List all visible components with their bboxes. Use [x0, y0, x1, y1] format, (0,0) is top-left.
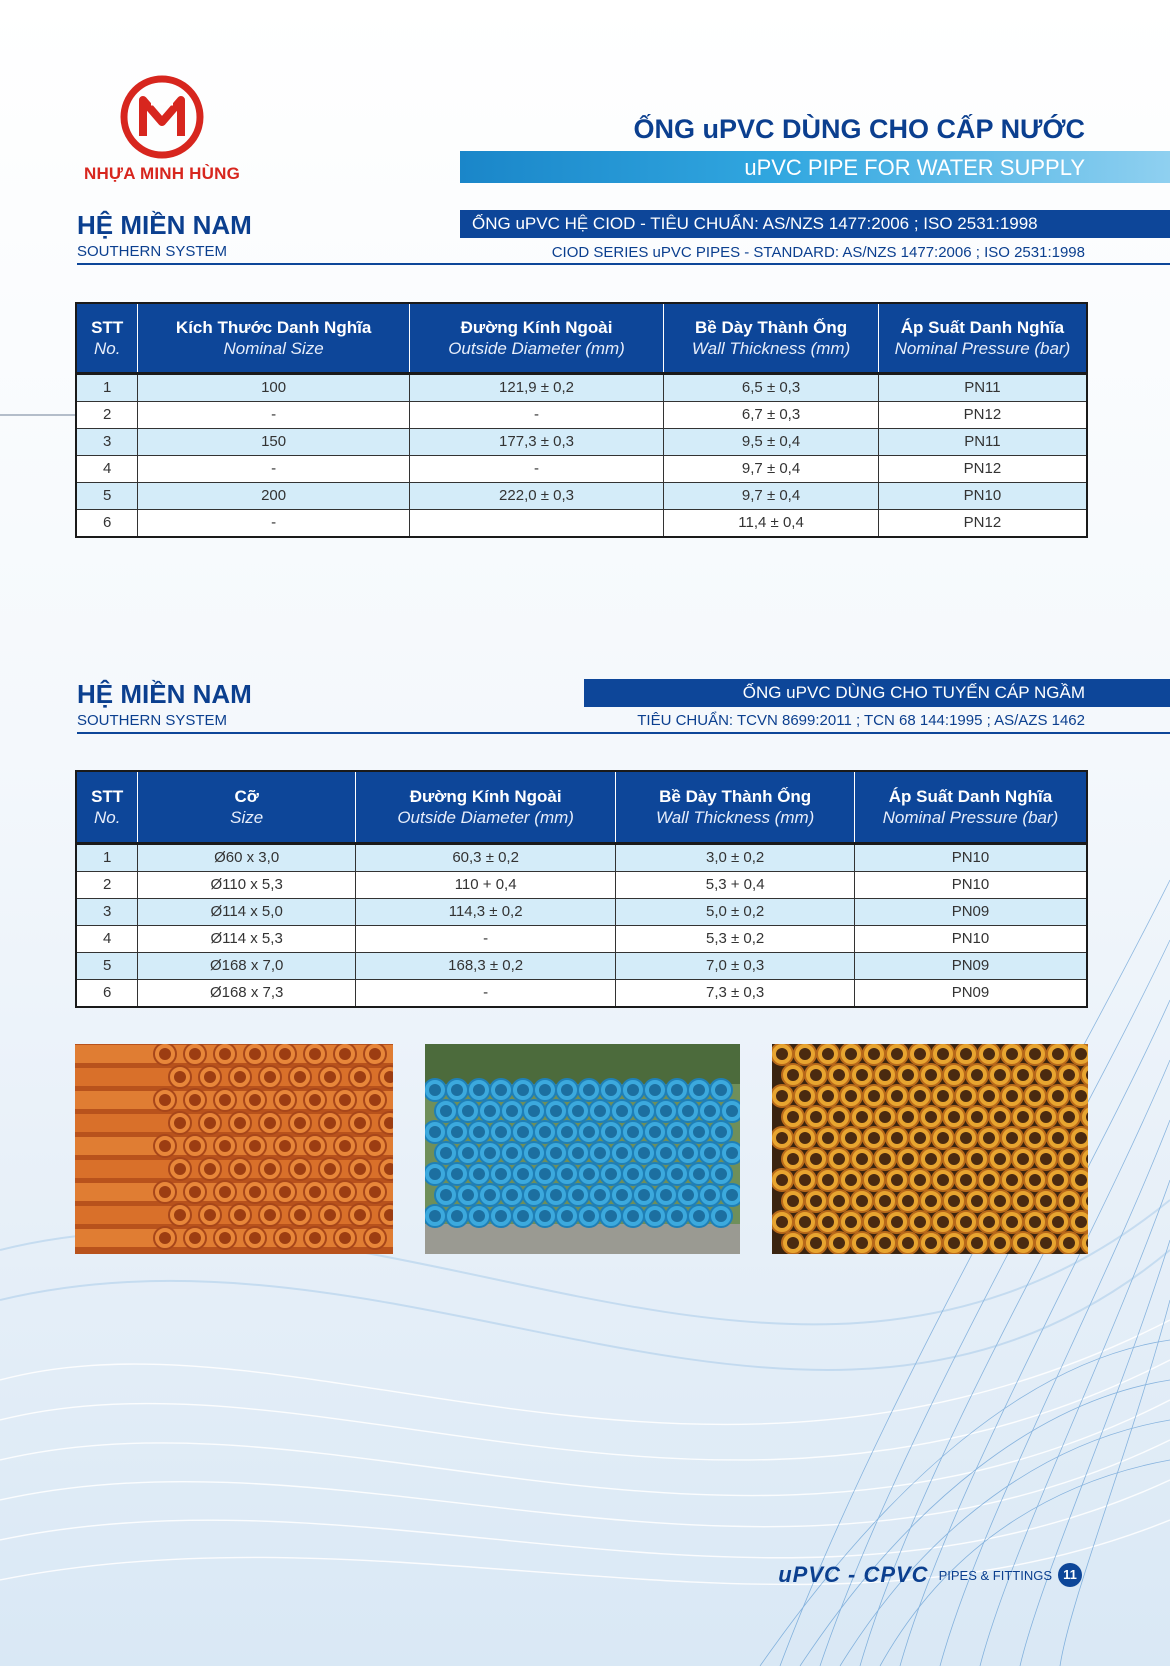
table-cell: 6: [76, 509, 138, 537]
section1-band: [460, 210, 1170, 238]
table-cell: PN09: [854, 979, 1087, 1007]
table-cell: 60,3 ± 0,2: [355, 843, 615, 871]
page-title: ỐNG uPVC DÙNG CHO CẤP NƯỚC: [633, 114, 1085, 144]
table-cell: 9,7 ± 0,4: [664, 482, 879, 509]
column-header: [355, 771, 615, 843]
table-cell: 5: [76, 482, 138, 509]
table-cell: -: [355, 925, 615, 952]
column-header-vi: Bề Dày Thành Ống: [659, 786, 812, 806]
table-cell: 9,5 ± 0,4: [664, 428, 879, 455]
table-cell: [409, 509, 663, 537]
table-cell: 5: [76, 952, 138, 979]
table-cell: 6: [76, 979, 138, 1007]
table-cell: 6,7 ± 0,3: [664, 401, 879, 428]
table-row: [76, 952, 1087, 979]
column-header: [616, 771, 855, 843]
table-cell: 9,7 ± 0,4: [664, 455, 879, 482]
table-row: [76, 898, 1087, 925]
cable-pipe-spec-table: [75, 770, 1088, 1008]
section1-title: HỆ MIỀN NAM: [77, 210, 252, 240]
column-header-en: Outside Diameter (mm): [397, 807, 574, 827]
table-row: [76, 482, 1087, 509]
table-cell: -: [409, 401, 663, 428]
column-header: [76, 303, 138, 373]
table-row: [76, 871, 1087, 898]
table-cell: 114,3 ± 0,2: [355, 898, 615, 925]
table-cell: 1: [76, 373, 138, 401]
table-cell: 4: [76, 455, 138, 482]
section2-rule: [77, 732, 1170, 734]
table-row: [76, 925, 1087, 952]
column-header-vi: STT: [91, 317, 124, 337]
company-logo: [74, 74, 250, 184]
ciod-spec-table: [75, 302, 1088, 538]
column-header: [409, 303, 663, 373]
section2-band-text: ỐNG uPVC DÙNG CHO TUYẾN CÁP NGẦM: [742, 683, 1085, 702]
table-row: [76, 455, 1087, 482]
column-header: [854, 771, 1087, 843]
column-header-vi: Cỡ: [234, 786, 259, 806]
table-cell: -: [409, 455, 663, 482]
column-header: [878, 303, 1087, 373]
table-cell: -: [138, 401, 409, 428]
section2-standard: TIÊU CHUẨN: TCVN 8699:2011 ; TCN 68 144:1995 ; AS/AZS 1462: [637, 712, 1085, 729]
column-header-en: No.: [93, 807, 121, 827]
table-cell: PN12: [878, 401, 1087, 428]
page-subtitle: uPVC PIPE FOR WATER SUPPLY: [744, 155, 1085, 180]
column-header-en: Wall Thickness (mm): [655, 807, 815, 827]
column-header-vi: Áp Suất Danh Nghĩa: [900, 317, 1065, 337]
column-header-en: No.: [93, 338, 121, 358]
table-cell: PN11: [878, 428, 1087, 455]
table-cell: 3: [76, 898, 138, 925]
column-header: [138, 303, 409, 373]
table-cell: Ø168 x 7,3: [138, 979, 356, 1007]
column-header-vi: Bề Dày Thành Ống: [695, 317, 848, 337]
table-cell: Ø168 x 7,0: [138, 952, 356, 979]
footer-brand: uPVC - CPVC: [778, 1562, 929, 1587]
logo-mark-icon: [119, 74, 205, 160]
table-cell: 2: [76, 401, 138, 428]
table-cell: 150: [138, 428, 409, 455]
column-header-en: Outside Diameter (mm): [448, 338, 625, 358]
footer-subtitle: PIPES & FITTINGS: [938, 1567, 1052, 1583]
table-cell: 5,0 ± 0,2: [616, 898, 855, 925]
section2-title: HỆ MIỀN NAM: [77, 679, 252, 709]
table-cell: 5,3 + 0,4: [616, 871, 855, 898]
table-cell: PN10: [854, 871, 1087, 898]
table-cell: PN09: [854, 952, 1087, 979]
table-cell: 168,3 ± 0,2: [355, 952, 615, 979]
table-cell: 3: [76, 428, 138, 455]
column-header-en: Nominal Size: [223, 338, 324, 358]
table-cell: 121,9 ± 0,2: [409, 373, 663, 401]
table-cell: 7,0 ± 0,3: [616, 952, 855, 979]
orange-pipes-photo: [75, 1044, 393, 1254]
table-row: [76, 509, 1087, 537]
table-cell: PN11: [878, 373, 1087, 401]
table-cell: 11,4 ± 0,4: [664, 509, 879, 537]
table-row: [76, 401, 1087, 428]
table-cell: PN10: [854, 925, 1087, 952]
column-header-vi: Đường Kính Ngoài: [409, 786, 562, 806]
column-header-en: Nominal Pressure (bar): [882, 807, 1059, 827]
table-cell: 3,0 ± 0,2: [616, 843, 855, 871]
table-cell: 5,3 ± 0,2: [616, 925, 855, 952]
table-cell: 4: [76, 925, 138, 952]
column-header: [76, 771, 138, 843]
table-row: [76, 979, 1087, 1007]
table-cell: PN12: [878, 509, 1087, 537]
table-row: [76, 428, 1087, 455]
title-band: [460, 151, 1170, 183]
column-header-vi: Áp Suất Danh Nghĩa: [888, 786, 1053, 806]
table-cell: 100: [138, 373, 409, 401]
table-cell: -: [138, 455, 409, 482]
footer: [778, 1562, 1082, 1588]
table-cell: 2: [76, 871, 138, 898]
table-row: [76, 373, 1087, 401]
table-cell: Ø60 x 3,0: [138, 843, 356, 871]
table-cell: PN10: [854, 843, 1087, 871]
section1-rule: [77, 263, 1170, 265]
table-cell: 200: [138, 482, 409, 509]
table-cell: PN12: [878, 455, 1087, 482]
section1-standard: CIOD SERIES uPVC PIPES - STANDARD: AS/NZS 1477:2006 ; ISO 2531:1998: [551, 244, 1085, 261]
section1-heading: [77, 210, 252, 260]
section1-band-text: ỐNG uPVC HỆ CIOD - TIÊU CHUẨN: AS/NZS 1477:2006 ; ISO 2531:1998: [472, 214, 1038, 233]
table-cell: Ø114 x 5,3: [138, 925, 356, 952]
column-header-en: Wall Thickness (mm): [691, 338, 851, 358]
column-header: [664, 303, 879, 373]
table-cell: 1: [76, 843, 138, 871]
yellow-pipes-photo: [772, 1044, 1088, 1254]
page-number: 11: [1058, 1563, 1082, 1587]
column-header-vi: Kích Thước Danh Nghĩa: [175, 317, 372, 337]
column-header-vi: Đường Kính Ngoài: [460, 317, 613, 337]
logo-text: NHỰA MINH HÙNG: [83, 164, 241, 183]
column-header-vi: STT: [91, 786, 124, 806]
section2-heading: [77, 679, 252, 729]
table-cell: 177,3 ± 0,3: [409, 428, 663, 455]
section2-subtitle: SOUTHERN SYSTEM: [77, 712, 228, 729]
table-cell: 222,0 ± 0,3: [409, 482, 663, 509]
section1-subtitle: SOUTHERN SYSTEM: [77, 243, 228, 260]
table-cell: PN10: [878, 482, 1087, 509]
table-cell: -: [138, 509, 409, 537]
table-cell: PN09: [854, 898, 1087, 925]
column-header: [138, 771, 356, 843]
column-header-en: Nominal Pressure (bar): [894, 338, 1071, 358]
table-cell: Ø110 x 5,3: [138, 871, 356, 898]
table-cell: 110 + 0,4: [355, 871, 615, 898]
table-row: [76, 843, 1087, 871]
table-cell: 6,5 ± 0,3: [664, 373, 879, 401]
blue-pipes-photo: [425, 1044, 740, 1254]
section2-band: [584, 679, 1170, 707]
column-header-en: Size: [230, 807, 264, 827]
table-cell: -: [355, 979, 615, 1007]
table-cell: 7,3 ± 0,3: [616, 979, 855, 1007]
table-cell: Ø114 x 5,0: [138, 898, 356, 925]
